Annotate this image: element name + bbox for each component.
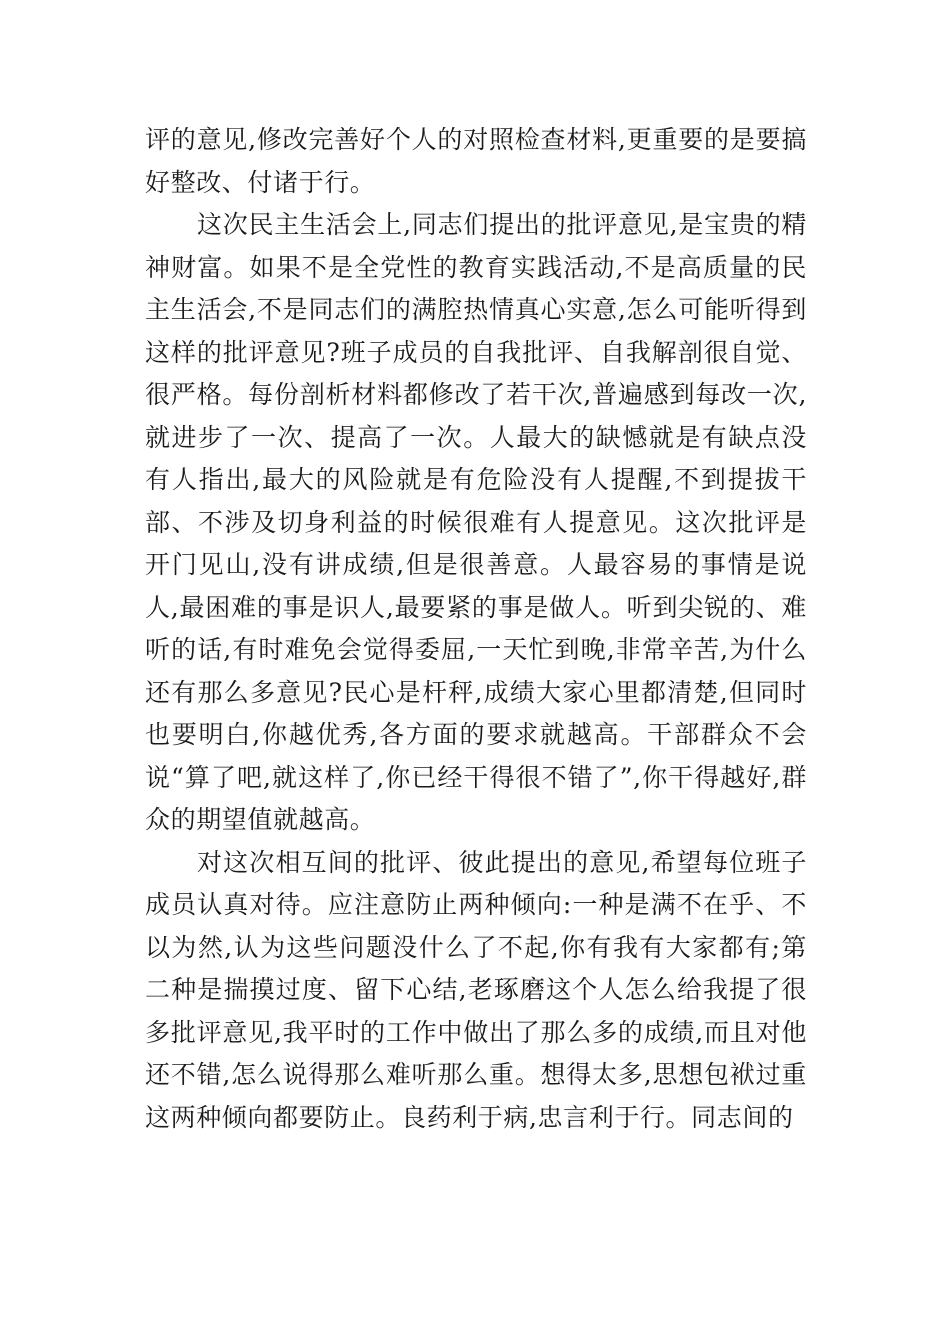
document-body: [145, 119, 807, 1139]
paragraph-2: 这次民主生活会上,同志们提出的批评意见,是宝贵的精神财富。如果不是全党性的教育实践活动,不是高质量的民主生活会,不是同志们的满腔热情真心实意,怎么可能听得到这样的批评意见?班子成员的自我批评、自我解剖很自觉、很严格。每份剖析材料都修改了若干次,普遍感到每改一次,就进步了一次、提高了一次。人最大的缺憾就是有缺点没有人指出,最大的风险就是有危险没有人提醒,不到提拔干部、不涉及切身利益的时候很难有人提意见。这次批评是开门见山,没有讲成绩,但是很善意。人最容易的事情是说人,最困难的事是识人,最要紧的事是做人。听到尖锐的、难听的话,有时难免会觉得委屈,一天忙到晚,非常辛苦,为什么还有那么多意见?民心是杆秤,成绩大家心里都清楚,但同时也要明白,你越优秀,各方面的要求就越高。干部群众不会说“算了吧,就这样了,你已经干得很不错了”,你干得越好,群众的期望值就越高。: [145, 210, 807, 834]
paragraph-3: 对这次相互间的批评、彼此提出的意见,希望每位班子成员认真对待。应注意防止两种倾向:一种是满不在乎、不以为然,认为这些问题没什么了不起,你有我有大家都有;第二种是揣摸过度、留下心结,老琢磨这个人怎么给我提了很多批评意见,我平时的工作中做出了那么多的成绩,而且对他还不错,怎么说得那么难听那么重。想得太多,思想包袱过重这两种倾向都要防止。良药利于病,忠言利于行。同志间的: [145, 847, 807, 1132]
paragraph-1: 评的意见,修改完善好个人的对照检查材料,更重要的是要搞好整改、付诸于行。: [145, 125, 807, 197]
